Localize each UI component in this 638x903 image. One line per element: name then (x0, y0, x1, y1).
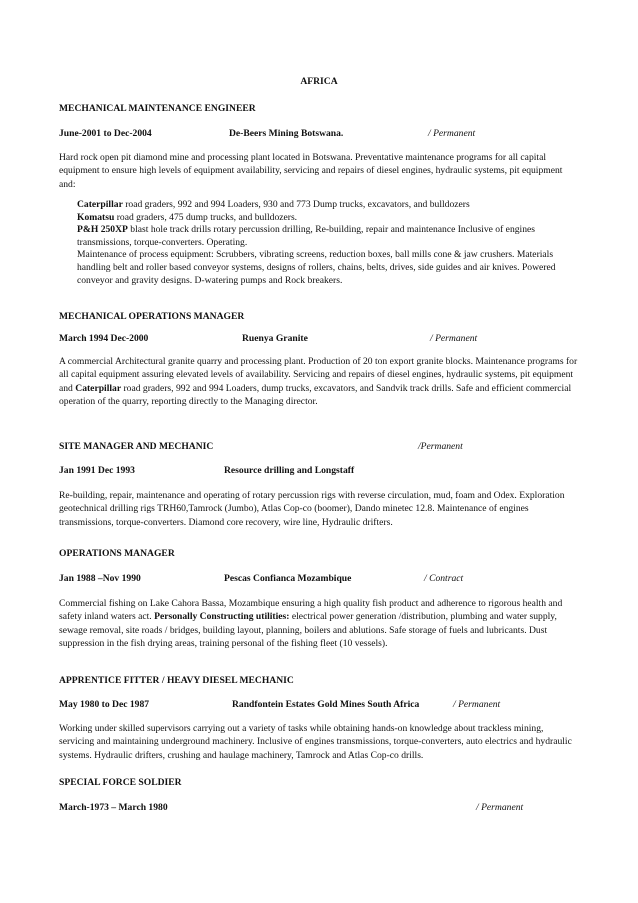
list-item-bold: Caterpillar (77, 199, 123, 210)
job3-dates: Jan 1991 Dec 1993 (59, 465, 135, 476)
list-item (77, 199, 577, 212)
job3-type: /Permanent (418, 441, 463, 452)
job1-company: De-Beers Mining Botswana. (229, 128, 344, 139)
job6-title: SPECIAL FORCE SOLDIER (59, 777, 182, 788)
job2-summary-bold: Caterpillar (75, 382, 122, 394)
job3-summary (59, 489, 579, 529)
job1-equipment-list (77, 199, 577, 287)
list-item-text: blast hole track drills rotary percussion drilling, Re-building, repair and maintenance Inclusive of engines transmissions, torque-converters. Operating. (77, 224, 535, 248)
job2-summary-post: road graders, 992 and 994 Loaders, dump trucks, excavators, and Sandvik track drills. Safe and efficient commercial operation of the quarry, reporting directly to the Managing director. (59, 382, 572, 408)
job1-type: / Permanent (428, 128, 476, 139)
job4-dates: Jan 1988 –Nov 1990 (59, 573, 141, 584)
job1-title: MECHANICAL MAINTENANCE ENGINEER (59, 103, 256, 114)
job5-company: Randfontein Estates Gold Mines South Africa (232, 699, 420, 710)
job6-dates: March-1973 – March 1980 (59, 802, 168, 813)
list-item-text: road graders, 475 dump trucks, and bulldozers. (114, 211, 298, 223)
job5-dates: May 1980 to Dec 1987 (59, 699, 150, 710)
job2-dates: March 1994 Dec-2000 (59, 333, 149, 344)
job1-summary (59, 151, 579, 191)
job4-company: Pescas Confianca Mozambique (224, 573, 352, 584)
job4-type: / Contract (424, 573, 464, 584)
job4-summary-post: electrical power generation /distribution, plumbing and water supply, sewage removal, site roads / bridges, building layout, planning, boilers and ablutions. Safe storage of fuels and lubricants. Dust suppression in the fish drying areas, training personal of the fishing fleet (10 vessels). (59, 611, 557, 650)
job2-company: Ruenya Granite (242, 333, 308, 344)
job4-summary-text (59, 597, 579, 651)
list-item-text: road graders, 992 and 994 Loaders, 930 and 773 Dump trucks, excavators, and bulldozers (122, 199, 470, 210)
list-item-text: Maintenance of process equipment: Scrubbers, vibrating screens, reduction boxes, ball mills cone & jaw crushers. Materials handling belt and roller based conveyor systems, designs of rollers, chains, belts, drives, side guides and air knives. Powered conveyor and gravity designs. D-watering pumps and Rock breakers. (77, 249, 556, 286)
section-heading: AFRICA (300, 76, 338, 87)
job2-summary-text (59, 355, 579, 409)
job2-type: / Permanent (430, 333, 478, 344)
job3-summary-text: Re-building, repair, maintenance and operating of rotary percussion rigs with reverse circulation, mud, foam and Odex. Exploration geotechnical drilling rigs TRH60,Tamrock (Jumbo), Atlas Cop-co (boomer), Dando minetec 12.8. Maintenance of engines transmissions, torque-converters. Diamond core recovery, wire line, Hydraulic drifters. (59, 490, 565, 528)
job4-summary-bold: Personally Constructing utilities: (154, 611, 290, 623)
job2-title: MECHANICAL OPERATIONS MANAGER (59, 311, 245, 322)
job5-type: / Permanent (453, 699, 501, 710)
list-item (77, 249, 577, 287)
job6-type: / Permanent (476, 802, 524, 813)
list-item (77, 224, 577, 249)
list-item-bold: Komatsu (77, 211, 115, 223)
job5-summary (59, 722, 579, 762)
job2-summary (59, 355, 579, 409)
job1-summary-text: Hard rock open pit diamond mine and processing plant located in Botswana. Preventative maintenance programs for all capital equipment to ensure high levels of equipment availability, servicing and repairs of diesel engines, hydraulic systems, pit equipment and: (59, 152, 563, 190)
job4-summary (59, 597, 579, 651)
job3-company: Resource drilling and Longstaff (224, 465, 355, 476)
job2-summary-pre: A commercial Architectural granite quarry and processing plant. Production of 20 ton export granite blocks. Maintenance programs for all capital equipment assuring elevated levels of availability. Servicing and repairs of diesel engines, hydraulic systems, pit equipment and (59, 356, 578, 394)
job4-summary-pre: Commercial fishing on Lake Cahora Bassa, Mozambique ensuring a high quality fish product and adherence to rigorous health and safety inland waters act. (59, 598, 563, 623)
list-item (77, 212, 577, 225)
job5-title: APPRENTICE FITTER / HEAVY DIESEL MECHANIC (59, 675, 294, 686)
job3-title: SITE MANAGER AND MECHANIC (59, 441, 214, 452)
job1-dates: June-2001 to Dec-2004 (59, 128, 152, 139)
job4-title: OPERATIONS MANAGER (59, 548, 175, 559)
job5-summary-text: Working under skilled supervisors carrying out a variety of tasks while obtaining hands-on knowledge about trackless mining, servicing and maintaining underground machinery. Inclusive of engines transmissions, torque-converters, auto electrics and hydraulic systems. Hydraulic drifters, crushing and haulage machinery, Tamrock and Atlas Cop-co drills. (59, 723, 572, 761)
list-item-bold: P&H 250XP (77, 224, 128, 236)
